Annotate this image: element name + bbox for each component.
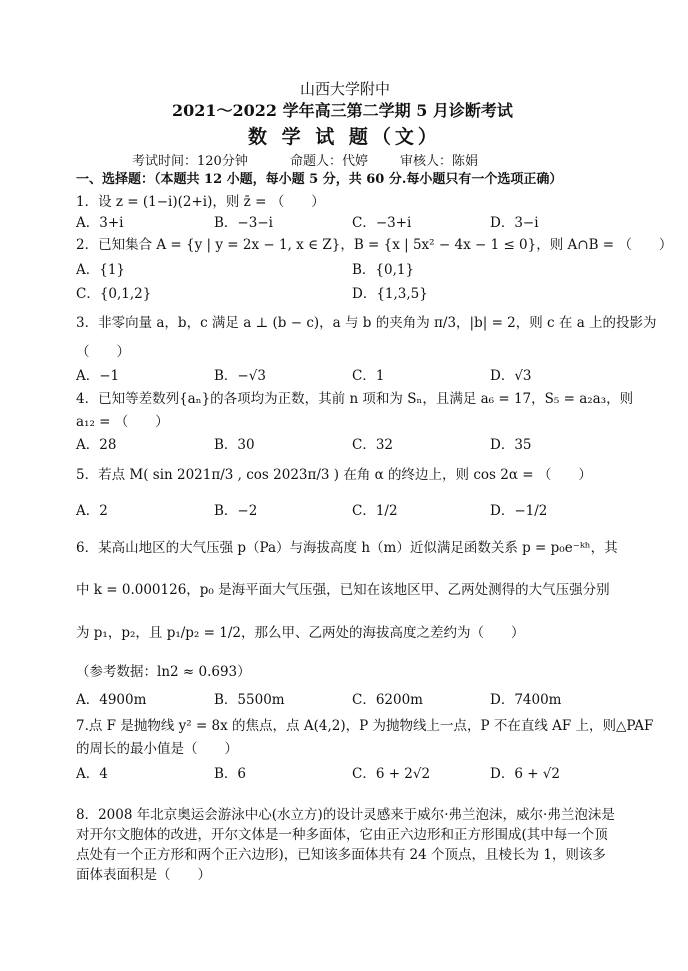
q6-option-a: A．4900m <box>76 692 147 708</box>
question-6-reference: （参考数据：ln2 ≈ 0.693） <box>76 664 251 680</box>
question-6-stem-line3: 为 p₁，p₂，且 p₁/p₂ = 1/2，那么甲、乙两处的海拔高度之差约为（ ） <box>76 625 525 641</box>
question-6-stem: 6．某高山地区的大气压强 p（Pa）与海拔高度 h（m）近似满足函数关系 p = p₀e⁻ᵏʰ，其 <box>76 540 618 556</box>
q6-option-d: D．7400m <box>490 692 562 708</box>
q1-option-b: B．−3−i <box>214 215 273 231</box>
question-setter: 命题人：代婷 <box>290 154 369 169</box>
q3-option-b: B．−√3 <box>214 368 266 384</box>
q1-option-d: D．3−i <box>490 215 539 231</box>
q2-option-a: A．{1} <box>76 262 126 278</box>
question-6-stem-line2: 中 k = 0.000126，p₀ 是海平面大气压强，已知在该地区甲、乙两处测得的大气压强分别 <box>76 582 610 598</box>
q7-option-d: D．6 + √2 <box>490 766 560 782</box>
question-3-stem: 3．非零向量 a，b，c 满足 a ⊥ (b − c)，a 与 b 的夹角为 π/3，|b| = 2，则 c 在 a 上的投影为 <box>76 315 657 331</box>
reviewer: 审核人：陈娟 <box>400 154 479 169</box>
exam-subject-title: 数 学 试 题（文） <box>248 126 441 148</box>
question-4-stem-cont: a₁₂ = （ ） <box>76 414 169 430</box>
question-2-stem: 2．已知集合 A = {y | y = 2x − 1, x ∈ Z}，B = {x | 5x² − 4x − 1 ≤ 0}，则 A∩B = （ ） <box>76 237 673 253</box>
q7-option-a: A．4 <box>76 766 108 782</box>
q5-option-b: B．−2 <box>214 503 258 519</box>
q3-option-a: A．−1 <box>76 368 120 384</box>
question-7-stem: 7.点 F 是抛物线 y² = 8x 的焦点，点 A(4,2)，P 为抛物线上一点，P 不在直线 AF 上，则△PAF <box>76 718 654 734</box>
exam-term-title: 2021～2022 学年高三第二学期 5 月诊断考试 <box>172 101 513 120</box>
q4-option-b: B．30 <box>214 437 255 453</box>
q4-option-a: A．28 <box>76 437 117 453</box>
school-name: 山西大学附中 <box>300 80 391 98</box>
q1-option-c: C．−3+i <box>352 215 412 231</box>
section-heading: 一、选择题：（本题共 12 小题，每小题 5 分，共 60 分.每小题只有一个选项正确） <box>76 172 563 187</box>
q4-option-d: D．35 <box>490 437 532 453</box>
question-8-stem: 8．2008 年北京奥运会游泳中心(水立方)的设计灵感来于威尔·弗兰泡沫，威尔·弗兰泡沫是对开尔文胞体的改进，开尔文体是一种多面体，它由正六边形和正方形围成(其中每一个顶点处有一个正方形和两个正六边形)，已知该多面体共有 24 个顶点，且棱长为 1，则该多面体表面积是（ ） <box>76 807 615 883</box>
question-3-stem-cont: （ ） <box>76 344 130 360</box>
q5-option-a: A．2 <box>76 503 108 519</box>
question-7-stem-cont: 的周长的最小值是（ ） <box>76 741 238 757</box>
q7-option-b: B．6 <box>214 766 247 782</box>
q2-option-c: C．{0,1,2} <box>76 286 152 302</box>
q3-option-c: C．1 <box>352 368 385 384</box>
q6-option-c: C．6200m <box>352 692 423 708</box>
q1-option-a: A．3+i <box>76 215 124 231</box>
q4-option-c: C．32 <box>352 437 394 453</box>
q3-option-d: D．√3 <box>490 368 532 384</box>
q6-option-b: B．5500m <box>214 692 285 708</box>
q2-option-d: D．{1,3,5} <box>352 286 428 302</box>
q7-option-c: C．6 + 2√2 <box>352 766 431 782</box>
question-4-stem: 4．已知等差数列{aₙ}的各项均为正数，其前 n 项和为 Sₙ，且满足 a₆ = 17，S₅ = a₂a₃，则 <box>76 391 634 407</box>
question-5-stem: 5．若点 M( sin 2021π/3 , cos 2023π/3 ) 在角 α 的终边上，则 cos 2α = （ ） <box>76 467 592 483</box>
exam-time: 考试时间：120分钟 <box>132 154 248 169</box>
q5-option-d: D．−1/2 <box>490 503 548 519</box>
q5-option-c: C．1/2 <box>352 503 398 519</box>
question-1-stem: 1．设 z = (1−i)(2+i)，则 z̄ = （ ） <box>76 194 325 210</box>
q2-option-b: B．{0,1} <box>352 262 415 278</box>
